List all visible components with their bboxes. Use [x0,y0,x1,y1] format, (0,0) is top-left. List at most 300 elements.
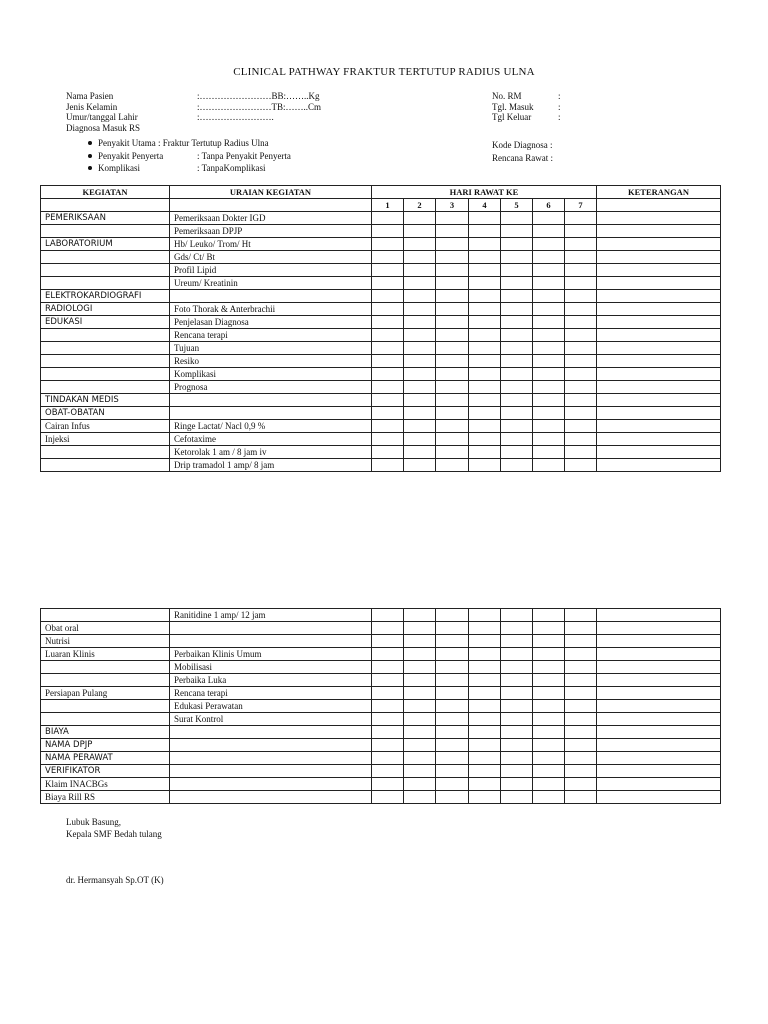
day-cell[interactable] [436,394,469,407]
day-cell[interactable] [565,661,597,674]
keterangan-cell[interactable] [597,739,721,752]
day-cell[interactable] [565,316,597,329]
day-cell[interactable] [533,446,565,459]
day-cell[interactable] [565,251,597,264]
day-cell[interactable] [565,420,597,433]
day-cell[interactable] [469,713,501,726]
day-cell[interactable] [501,446,533,459]
day-cell[interactable] [404,648,436,661]
day-cell[interactable] [404,778,436,791]
day-cell[interactable] [469,420,501,433]
day-cell[interactable] [436,459,469,472]
keterangan-cell[interactable] [597,459,721,472]
bullet-icon [88,154,92,158]
day-cell[interactable] [565,791,597,804]
day-cell[interactable] [501,342,533,355]
table-row [41,648,721,661]
kegiatan-cell: Obat oral [41,622,170,635]
day-cell[interactable] [501,635,533,648]
day-cell[interactable] [565,674,597,687]
day-cell[interactable] [469,251,501,264]
day-cell[interactable] [501,661,533,674]
day-cell[interactable] [533,225,565,238]
keterangan-cell[interactable] [597,225,721,238]
day-cell[interactable] [565,635,597,648]
keterangan-cell[interactable] [597,420,721,433]
day-cell[interactable] [404,316,436,329]
header-day-7: 7 [565,199,597,212]
day-cell[interactable] [404,635,436,648]
day-cell[interactable] [533,609,565,622]
keterangan-cell[interactable] [597,648,721,661]
keterangan-cell[interactable] [597,251,721,264]
day-cell[interactable] [469,446,501,459]
day-cell[interactable] [565,329,597,342]
day-cell[interactable] [372,433,404,446]
header-empty [170,199,372,212]
day-cell[interactable] [565,394,597,407]
day-cell[interactable] [533,661,565,674]
day-cell[interactable] [372,381,404,394]
day-cell[interactable] [469,765,501,778]
day-cell[interactable] [404,394,436,407]
day-cell[interactable] [565,264,597,277]
keterangan-cell[interactable] [597,700,721,713]
day-cell[interactable] [565,368,597,381]
keterangan-cell[interactable] [597,713,721,726]
keterangan-cell[interactable] [597,622,721,635]
keterangan-cell[interactable] [597,316,721,329]
day-cell[interactable] [436,433,469,446]
day-cell[interactable] [533,726,565,739]
day-cell[interactable] [565,290,597,303]
day-cell[interactable] [469,407,501,420]
keterangan-cell[interactable] [597,329,721,342]
day-cell[interactable] [533,316,565,329]
day-cell[interactable] [565,609,597,622]
day-cell[interactable] [469,342,501,355]
day-cell[interactable] [404,622,436,635]
keterangan-cell[interactable] [597,238,721,251]
keterangan-cell[interactable] [597,752,721,765]
day-cell[interactable] [372,700,404,713]
day-cell[interactable] [469,739,501,752]
day-cell[interactable] [501,609,533,622]
day-cell[interactable] [436,290,469,303]
day-cell[interactable] [372,342,404,355]
day-cell[interactable] [404,342,436,355]
day-cell[interactable] [436,407,469,420]
day-cell[interactable] [565,726,597,739]
table-row [41,609,721,622]
keterangan-cell[interactable] [597,446,721,459]
day-cell[interactable] [436,752,469,765]
day-cell[interactable] [404,661,436,674]
day-cell[interactable] [436,277,469,290]
day-cell[interactable] [533,264,565,277]
day-cell[interactable] [372,648,404,661]
day-cell[interactable] [533,674,565,687]
day-cell[interactable] [533,212,565,225]
day-cell[interactable] [469,394,501,407]
day-cell[interactable] [469,329,501,342]
day-cell[interactable] [565,225,597,238]
day-cell[interactable] [404,238,436,251]
day-cell[interactable] [469,648,501,661]
day-cell[interactable] [501,648,533,661]
day-cell[interactable] [501,329,533,342]
day-cell[interactable] [501,765,533,778]
day-cell[interactable] [565,778,597,791]
uraian-cell: Pemeriksaan DPJP [170,225,372,238]
day-cell[interactable] [372,713,404,726]
header-uraian: URAIAN KEGIATAN [170,186,372,199]
day-cell[interactable] [404,329,436,342]
day-cell[interactable] [436,329,469,342]
day-cell[interactable] [565,407,597,420]
day-cell[interactable] [533,407,565,420]
day-cell[interactable] [501,420,533,433]
uraian-cell [170,791,372,804]
day-cell[interactable] [533,342,565,355]
day-cell[interactable] [372,752,404,765]
keterangan-cell[interactable] [597,433,721,446]
day-cell[interactable] [404,765,436,778]
day-cell[interactable] [404,700,436,713]
day-cell[interactable] [501,752,533,765]
day-cell[interactable] [565,622,597,635]
day-cell[interactable] [436,713,469,726]
day-cell[interactable] [501,251,533,264]
day-cell[interactable] [372,791,404,804]
day-cell[interactable] [565,446,597,459]
day-cell[interactable] [565,303,597,316]
day-cell[interactable] [372,329,404,342]
day-cell[interactable] [372,316,404,329]
day-cell[interactable] [372,726,404,739]
day-cell[interactable] [436,765,469,778]
day-cell[interactable] [372,225,404,238]
kegiatan-cell [41,329,170,342]
day-cell[interactable] [565,355,597,368]
day-cell[interactable] [501,277,533,290]
day-cell[interactable] [469,791,501,804]
day-cell[interactable] [372,778,404,791]
day-cell[interactable] [533,290,565,303]
keterangan-cell[interactable] [597,277,721,290]
day-cell[interactable] [469,622,501,635]
day-cell[interactable] [565,238,597,251]
kegiatan-cell [41,264,170,277]
day-cell[interactable] [436,303,469,316]
day-cell[interactable] [404,433,436,446]
patient-info-right [492,91,692,123]
day-cell[interactable] [436,238,469,251]
day-cell[interactable] [404,225,436,238]
day-cell[interactable] [436,778,469,791]
day-cell[interactable] [436,225,469,238]
day-cell[interactable] [501,225,533,238]
day-cell[interactable] [533,277,565,290]
day-cell[interactable] [501,433,533,446]
day-cell[interactable] [372,622,404,635]
keterangan-cell[interactable] [597,212,721,225]
day-cell[interactable] [404,420,436,433]
day-cell[interactable] [469,212,501,225]
keterangan-cell[interactable] [597,791,721,804]
day-cell[interactable] [533,648,565,661]
day-cell[interactable] [501,459,533,472]
day-cell[interactable] [372,446,404,459]
day-cell[interactable] [404,752,436,765]
uraian-cell [170,394,372,407]
day-cell[interactable] [533,238,565,251]
day-cell[interactable] [404,290,436,303]
day-cell[interactable] [436,264,469,277]
day-cell[interactable] [565,752,597,765]
day-cell[interactable] [436,609,469,622]
day-cell[interactable] [372,674,404,687]
day-cell[interactable] [436,661,469,674]
day-cell[interactable] [436,674,469,687]
day-cell[interactable] [372,635,404,648]
day-cell[interactable] [533,459,565,472]
day-cell[interactable] [404,303,436,316]
day-cell[interactable] [436,420,469,433]
day-cell[interactable] [565,381,597,394]
day-cell[interactable] [533,420,565,433]
day-cell[interactable] [501,700,533,713]
day-cell[interactable] [469,381,501,394]
day-cell[interactable] [372,368,404,381]
day-cell[interactable] [436,212,469,225]
day-cell[interactable] [501,212,533,225]
day-cell[interactable] [404,446,436,459]
day-cell[interactable] [533,355,565,368]
day-cell[interactable] [533,433,565,446]
keterangan-cell[interactable] [597,635,721,648]
day-cell[interactable] [501,290,533,303]
day-cell[interactable] [372,264,404,277]
keterangan-cell[interactable] [597,407,721,420]
day-cell[interactable] [436,251,469,264]
bullet-icon [88,141,92,145]
day-cell[interactable] [372,394,404,407]
day-cell[interactable] [469,316,501,329]
day-cell[interactable] [372,407,404,420]
day-cell[interactable] [372,355,404,368]
day-cell[interactable] [372,251,404,264]
day-cell[interactable] [372,290,404,303]
keterangan-cell[interactable] [597,394,721,407]
day-cell[interactable] [372,238,404,251]
day-cell[interactable] [436,446,469,459]
day-cell[interactable] [565,687,597,700]
keterangan-cell[interactable] [597,355,721,368]
day-cell[interactable] [501,394,533,407]
day-cell[interactable] [404,726,436,739]
keterangan-cell[interactable] [597,765,721,778]
keterangan-cell[interactable] [597,674,721,687]
day-cell[interactable] [565,212,597,225]
day-cell[interactable] [404,739,436,752]
day-cell[interactable] [533,713,565,726]
day-cell[interactable] [436,342,469,355]
day-cell[interactable] [469,687,501,700]
kegiatan-cell: LABORATORIUM [41,238,170,251]
day-cell[interactable] [404,368,436,381]
day-cell[interactable] [436,635,469,648]
day-cell[interactable] [469,726,501,739]
day-cell[interactable] [372,420,404,433]
day-cell[interactable] [404,355,436,368]
table-row [41,661,721,674]
day-cell[interactable] [404,791,436,804]
day-cell[interactable] [372,459,404,472]
day-cell[interactable] [501,355,533,368]
day-cell[interactable] [436,368,469,381]
keterangan-cell[interactable] [597,368,721,381]
keterangan-cell[interactable] [597,687,721,700]
day-cell[interactable] [533,765,565,778]
day-cell[interactable] [436,355,469,368]
day-cell[interactable] [501,778,533,791]
day-cell[interactable] [469,368,501,381]
day-cell[interactable] [372,687,404,700]
day-cell[interactable] [469,700,501,713]
day-cell[interactable] [565,739,597,752]
day-cell[interactable] [436,316,469,329]
day-cell[interactable] [469,290,501,303]
day-cell[interactable] [533,752,565,765]
keterangan-cell[interactable] [597,661,721,674]
uraian-cell [170,407,372,420]
day-cell[interactable] [533,700,565,713]
day-cell[interactable] [469,674,501,687]
day-cell[interactable] [501,713,533,726]
day-cell[interactable] [501,368,533,381]
day-cell[interactable] [372,661,404,674]
day-cell[interactable] [436,726,469,739]
day-cell[interactable] [404,674,436,687]
day-cell[interactable] [533,329,565,342]
day-cell[interactable] [501,726,533,739]
day-cell[interactable] [501,407,533,420]
day-cell[interactable] [436,648,469,661]
keterangan-cell[interactable] [597,342,721,355]
keterangan-cell[interactable] [597,264,721,277]
day-cell[interactable] [469,661,501,674]
day-cell[interactable] [501,264,533,277]
day-cell[interactable] [404,407,436,420]
day-cell[interactable] [469,609,501,622]
day-cell[interactable] [372,609,404,622]
day-cell[interactable] [533,791,565,804]
day-cell[interactable] [436,700,469,713]
day-cell[interactable] [501,674,533,687]
day-cell[interactable] [404,459,436,472]
day-cell[interactable] [404,251,436,264]
day-cell[interactable] [469,238,501,251]
day-cell[interactable] [404,277,436,290]
keterangan-cell[interactable] [597,290,721,303]
day-cell[interactable] [565,433,597,446]
day-cell[interactable] [436,791,469,804]
day-cell[interactable] [501,687,533,700]
day-cell[interactable] [565,342,597,355]
keterangan-cell[interactable] [597,778,721,791]
day-cell[interactable] [436,739,469,752]
day-cell[interactable] [469,635,501,648]
day-cell[interactable] [469,778,501,791]
day-cell[interactable] [469,752,501,765]
day-cell[interactable] [469,433,501,446]
keterangan-cell[interactable] [597,609,721,622]
day-cell[interactable] [372,739,404,752]
day-cell[interactable] [469,277,501,290]
day-cell[interactable] [372,765,404,778]
day-cell[interactable] [501,791,533,804]
day-cell[interactable] [404,687,436,700]
day-cell[interactable] [565,648,597,661]
day-cell[interactable] [533,303,565,316]
day-cell[interactable] [436,381,469,394]
bullet-label: Penyakit Penyerta [98,150,164,161]
day-cell[interactable] [404,609,436,622]
day-cell[interactable] [469,264,501,277]
day-cell[interactable] [565,765,597,778]
day-cell[interactable] [404,713,436,726]
day-cell[interactable] [469,355,501,368]
day-cell[interactable] [533,381,565,394]
day-cell[interactable] [501,622,533,635]
uraian-cell: Surat Kontrol [170,713,372,726]
day-cell[interactable] [469,303,501,316]
day-cell[interactable] [533,394,565,407]
day-cell[interactable] [469,459,501,472]
day-cell[interactable] [436,687,469,700]
day-cell[interactable] [436,622,469,635]
day-cell[interactable] [404,212,436,225]
day-cell[interactable] [372,303,404,316]
day-cell[interactable] [565,459,597,472]
day-cell[interactable] [533,622,565,635]
day-cell[interactable] [404,381,436,394]
day-cell[interactable] [533,739,565,752]
day-cell[interactable] [533,251,565,264]
keterangan-cell[interactable] [597,381,721,394]
day-cell[interactable] [565,277,597,290]
day-cell[interactable] [533,635,565,648]
day-cell[interactable] [565,713,597,726]
keterangan-cell[interactable] [597,726,721,739]
day-cell[interactable] [501,316,533,329]
day-cell[interactable] [501,739,533,752]
day-cell[interactable] [501,381,533,394]
day-cell[interactable] [533,778,565,791]
day-cell[interactable] [533,687,565,700]
keterangan-cell[interactable] [597,303,721,316]
day-cell[interactable] [501,303,533,316]
day-cell[interactable] [501,238,533,251]
day-cell[interactable] [533,368,565,381]
day-cell[interactable] [565,700,597,713]
day-cell[interactable] [404,264,436,277]
day-cell[interactable] [372,277,404,290]
day-cell[interactable] [469,225,501,238]
keluar-label: Tgl Keluar [492,112,532,122]
day-cell[interactable] [372,212,404,225]
